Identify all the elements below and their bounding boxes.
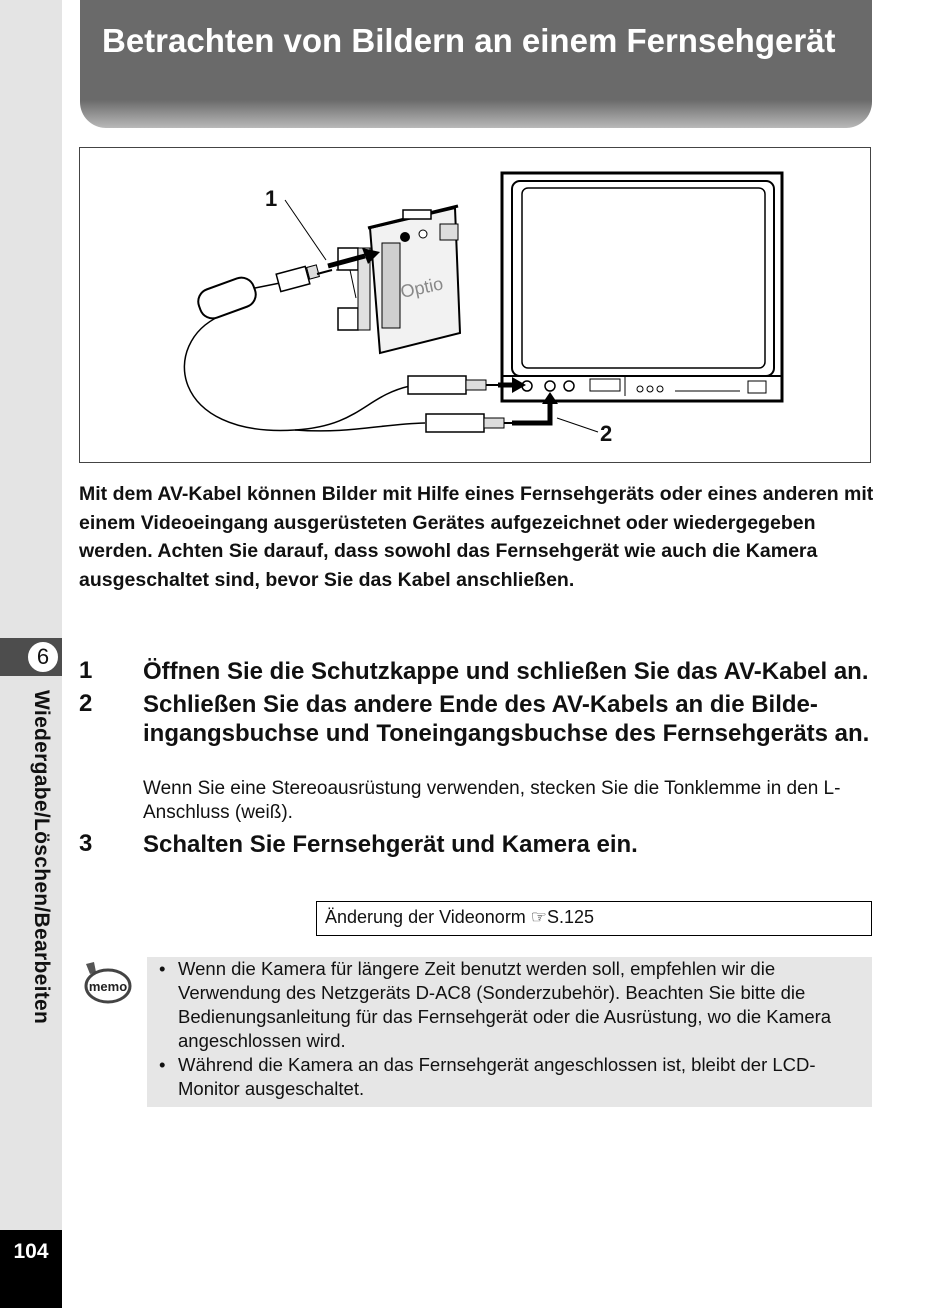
memo-item: • Wenn die Kamera für längere Zeit benutzt werden soll, empfehlen wir die Verwendung des Netzgeräts D-AC8 (Sonderzubehör). Beachten Sie bitte die Bedienungsanleitung für das Fernsehgerät oder die Ausrüstung, wo die Kamera angeschlossen wird. [159,958,832,1051]
page-number: 104 [13,1240,49,1263]
step-number: 3 [79,830,93,857]
chapter-label-wrap [29,690,59,1110]
chapter-label: Wiedergabe/Löschen/Bearbeiten [30,690,53,1025]
step-text: Schalten Sie Fernsehgerät und Kamera ein. [143,831,638,858]
callout-2-label: 2 [600,421,613,446]
memo-box [147,957,872,1107]
reference-box [316,901,872,936]
callout-2-leader [557,418,598,432]
title-band [80,0,872,128]
step-text: Schließen Sie das andere Ende des AV-Kabels an die Bilde- ingangsbuchse und Toneingangsbuchse des Fernsehgeräts an. [143,691,870,747]
callout-1-leader [285,200,326,260]
intro-paragraph: Mit dem AV-Kabel können Bilder mit Hilfe eines Fernsehgeräts oder eines anderen mit einem Videoeingang ausgerüsteten Gerätes aufgezeichnet oder wiedergegeben werden. Achten Sie darauf, dass sowohl das Fernsehgerät wie auch die Kamera ausgeschaltet sind, bevor Sie das Kabel anschließen. [79,483,874,591]
page-title: Betrachten von Bildern an einem Fernsehgerät [102,22,836,59]
camera-illustration [336,206,460,353]
reference-link[interactable]: Änderung der Videonorm ☞S.125 [325,907,594,927]
av-cable-diagram [80,148,870,462]
step-number: 1 [79,657,93,684]
step-text: Öffnen Sie die Schutzkappe und schließen Sie das AV-Kabel an. [143,658,869,685]
memo-icon [80,960,132,1011]
memo-icon-label: memo [88,979,128,994]
tv-illustration [502,173,782,401]
step-2-note: Wenn Sie eine Stereoausrüstung verwenden, stecken Sie die Tonklemme in den L-Anschluss (weiß). [143,778,841,823]
chapter-number: 6 [26,640,60,674]
step-number: 2 [79,690,93,717]
callout-1-label: 1 [265,186,278,211]
memo-list [147,957,838,1101]
connection-illustration [79,147,871,463]
memo-item: • Während die Kamera an das Fernsehgerät angeschlossen ist, bleibt der LCD-Monitor ausgeschaltet. [159,1054,816,1099]
camera-brand: Optio [398,273,445,302]
av-cable [184,265,512,432]
